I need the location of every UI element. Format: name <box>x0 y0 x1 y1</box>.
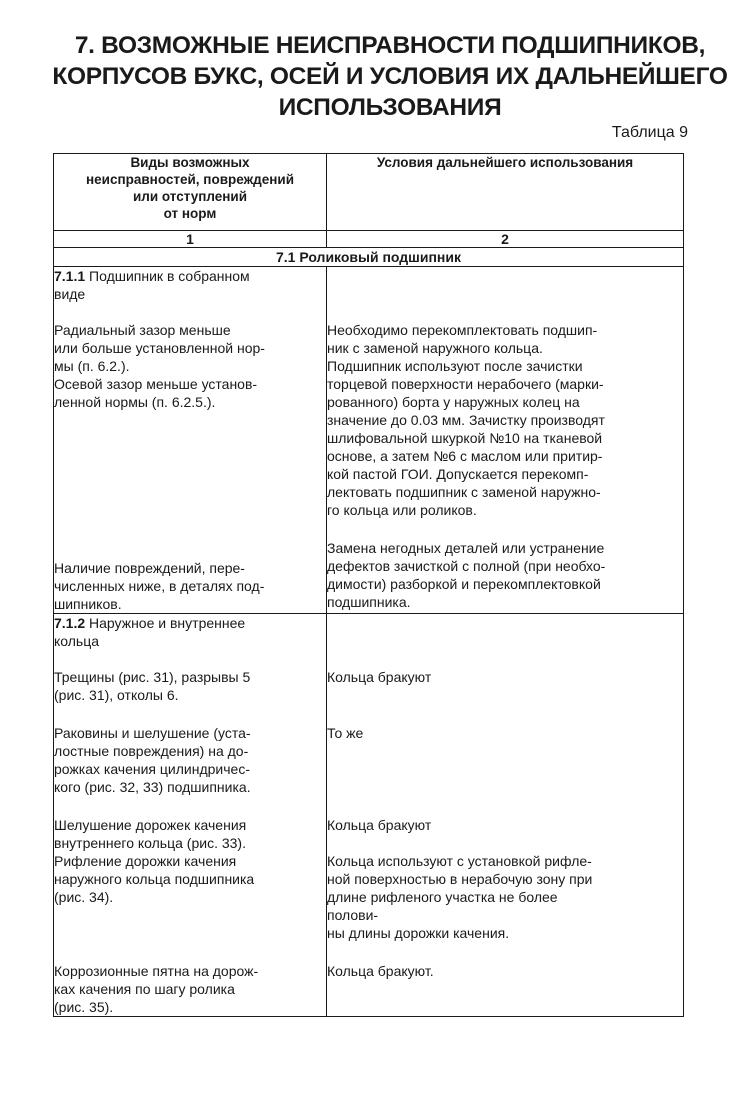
table-header-row <box>54 154 684 231</box>
table-row <box>54 614 684 1017</box>
block2-left-cell <box>54 614 327 1017</box>
fault-text: Трещины (рис. 31), разрывы 5 (рис. 31), отколы 6. <box>54 669 251 703</box>
condition-text: Кольца бракуют <box>327 669 432 685</box>
section-row <box>54 248 684 267</box>
condition-text: То же <box>327 725 364 741</box>
column-number-1: 1 <box>54 231 327 248</box>
header-col1 <box>54 154 327 231</box>
header-col2 <box>327 154 684 231</box>
header-col2-text: Условия дальнейшего использования <box>376 155 634 170</box>
column-number-2: 2 <box>327 231 684 248</box>
subsection-number: 7.1.2 <box>54 615 86 631</box>
block1-right-cell <box>327 267 684 614</box>
fault-text: Раковины и шелушение (уста- лостные повреждения) на до- рожках качения цилиндричес- кого (рис. 32, 33) подшипника. <box>54 725 251 795</box>
block2-right-cell <box>327 614 684 1017</box>
table-label: Таблица 9 <box>611 124 688 141</box>
page-title <box>40 30 740 123</box>
block1-left-cell <box>54 267 327 614</box>
subsection-title: Наружное и внутреннее кольца <box>54 615 246 649</box>
subsection-heading <box>54 267 326 303</box>
fault-text: Наличие повреждений, пере- численных ниже, в деталях под- шипников. <box>54 560 265 612</box>
fault-text: Коррозионные пятна на дорож- ках качения по шагу ролика (рис. 35). <box>54 963 259 1015</box>
section-title: 7.1 Роликовый подшипник <box>54 248 684 267</box>
condition-text: Необходимо перекомплектовать подшип- ник с заменой наружного кольца. Подшипник используют после зачистки торцевой поверхности нерабочего (марки- рованного) борта у наружных колец на значение до 0.03 мм. Зачистку производят шлифовальной шкуркой №10 на тканевой основе, а затем №6 с маслом или притир- кой пастой ГОИ. Допускается перекомп- лектовать подшипник с заменой наружно- го кольца или роликов. <box>327 322 605 518</box>
subsection-number: 7.1.1 <box>54 268 86 284</box>
condition-text: Замена негодных деталей или устранение дефектов зачисткой с полной (при необхо- димости) разборкой и перекомплектовкой подшипника. <box>327 540 606 610</box>
title-line-3: ИСПОЛЬЗОВАНИЯ <box>278 94 502 121</box>
condition-text: Кольца бракуют <box>327 817 432 833</box>
fault-text: Шелушение дорожек качения внутреннего кольца (рис. 33). Рифление дорожки качения наружного кольца подшипника (рис. 34). <box>54 817 255 905</box>
fault-text: Радиальный зазор меньше или больше установленной нор- мы (п. 6.2.). Осевой зазор меньше установ- ленной нормы (п. 6.2.5.). <box>54 322 265 410</box>
column-number-row <box>54 231 684 248</box>
header-col1-text: Виды возможных неисправностей, повреждений или отступлений от норм <box>85 155 294 221</box>
subsection-heading <box>54 614 326 650</box>
faults-table <box>53 153 684 1017</box>
title-line-2: КОРПУСОВ БУКС, ОСЕЙ И УСЛОВИЯ ИХ ДАЛЬНЕЙШЕГО <box>52 63 728 90</box>
title-line-1: 7. ВОЗМОЖНЫЕ НЕИСПРАВНОСТИ ПОДШИПНИКОВ, <box>74 32 706 59</box>
table-row <box>54 267 684 614</box>
subsection-title: Подшипник в собранном виде <box>54 268 250 302</box>
condition-text: Кольца используют с установкой рифле- ной поверхностью в нерабочую зону при длине рифленого участка не более полови- ны длины дорожки качения. <box>327 853 593 941</box>
condition-text: Кольца бракуют. <box>327 963 434 979</box>
